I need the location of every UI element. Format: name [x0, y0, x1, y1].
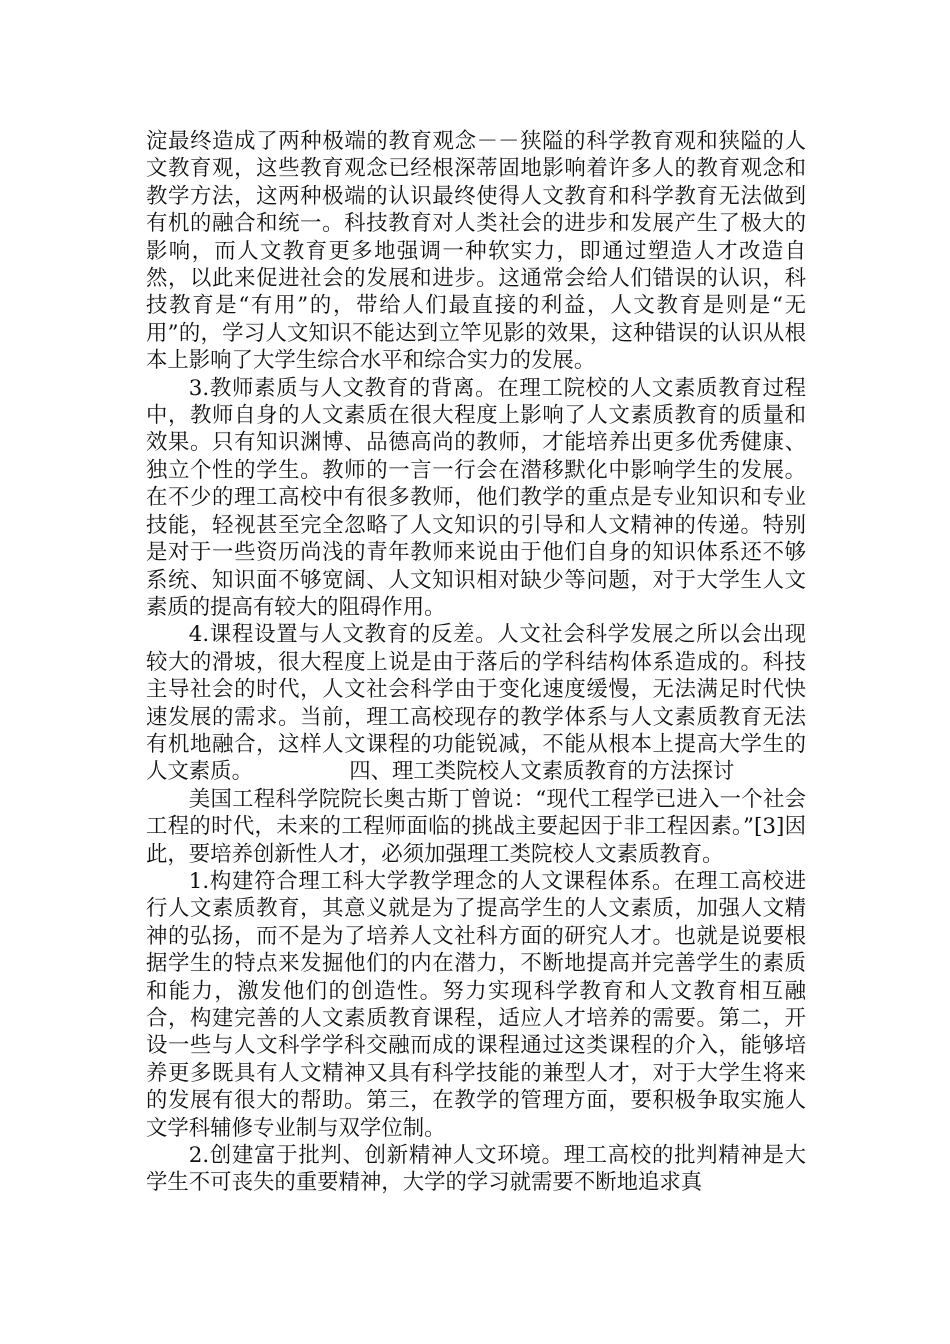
body-paragraph: 美国工程科学院院长奥古斯丁曾说：“现代工程学已进入一个社会工程的时代，未来的工程师面临的挑战主要起因于非工程因素。”[3]因此，要培养创新性人才，必须加强理工类院校人文素质教育。	[146, 786, 806, 867]
body-paragraph: 2.创建富于批判、创新精神人文环境。理工高校的批判精神是大学生不可丧失的重要精神，大学的学习就需要不断地追求真	[146, 1143, 806, 1196]
body-paragraph: 3.教师素质与人文教育的背离。在理工院校的人文素质教育过程中，教师自身的人文素质在很大程度上影响了人文素质教育的质量和效果。只有知识渊博、品德高尚的教师，才能培养出更多优秀健康、独立个性的学生。教师的一言一行会在潜移默化中影响学生的发展。在不少的理工高校中有很多教师，他们教学的重点是专业知识和专业技能，轻视甚至完全忽略了人文知识的引导和人文精神的传递。特别是对于一些资历尚浅的青年教师来说由于他们自身的知识体系还不够系统、知识面不够宽阔、人文知识相对缺少等问题，对于大学生人文素质的提高有较大的阻碍作用。	[146, 375, 806, 620]
body-paragraph: 4.课程设置与人文教育的反差。人文社会科学发展之所以会出现较大的滑坡，很大程度上说是由于落后的学科结构体系造成的。科技主导社会的时代，人文社会科学由于变化速度缓慢，无法满足时代快速发展的需求。当前，理工高校现存的教学体系与人文素质教育无法有机地融合，这样人文课程的功能锐减，不能从根本上提高大学生的人文素质。 四、理工类院校人文素质教育的方法探讨	[146, 622, 806, 785]
body-paragraph: 淀最终造成了两种极端的教育观念－－狭隘的科学教育观和狭隘的人文教育观，这些教育观念已经根深蒂固地影响着许多人的教育观念和教学方法，这两种极端的认识最终使得人文教育和科学教育无法做到有机的融合和统一。科技教育对人类社会的进步和发展产生了极大的影响，而人文教育更多地强调一种软实力，即通过塑造人才改造自然，以此来促进社会的发展和进步。这通常会给人们错误的认识，科技教育是“有用”的，带给人们最直接的利益，人文教育是则是“无用”的，学习人文知识不能达到立竿见影的效果，这种错误的认识从根本上影响了大学生综合水平和综合实力的发展。	[146, 129, 806, 374]
body-paragraph: 1.构建符合理工科大学教学理念的人文课程体系。在理工高校进行人文素质教育，其意义就是为了提高学生的人文素质，加强人文精神的弘扬，而不是为了培养人文社科方面的研究人才。也就是说要根据学生的特点来发掘他们的内在潜力，不断地提高并完善学生的素质和能力，激发他们的创造性。努力实现科学教育和人文教育相互融合，构建完善的人文素质教育课程，适应人才培养的需要。第二，开设一些与人文科学学科交融而成的课程通过这类课程的介入，能够培养更多既具有人文精神又具有科学技能的兼型人才，对于大学生将来的发展有很大的帮助。第三，在教学的管理方面，要积极争取实施人文学科辅修专业制与双学位制。	[146, 868, 806, 1141]
document-page	[146, 128, 806, 1197]
